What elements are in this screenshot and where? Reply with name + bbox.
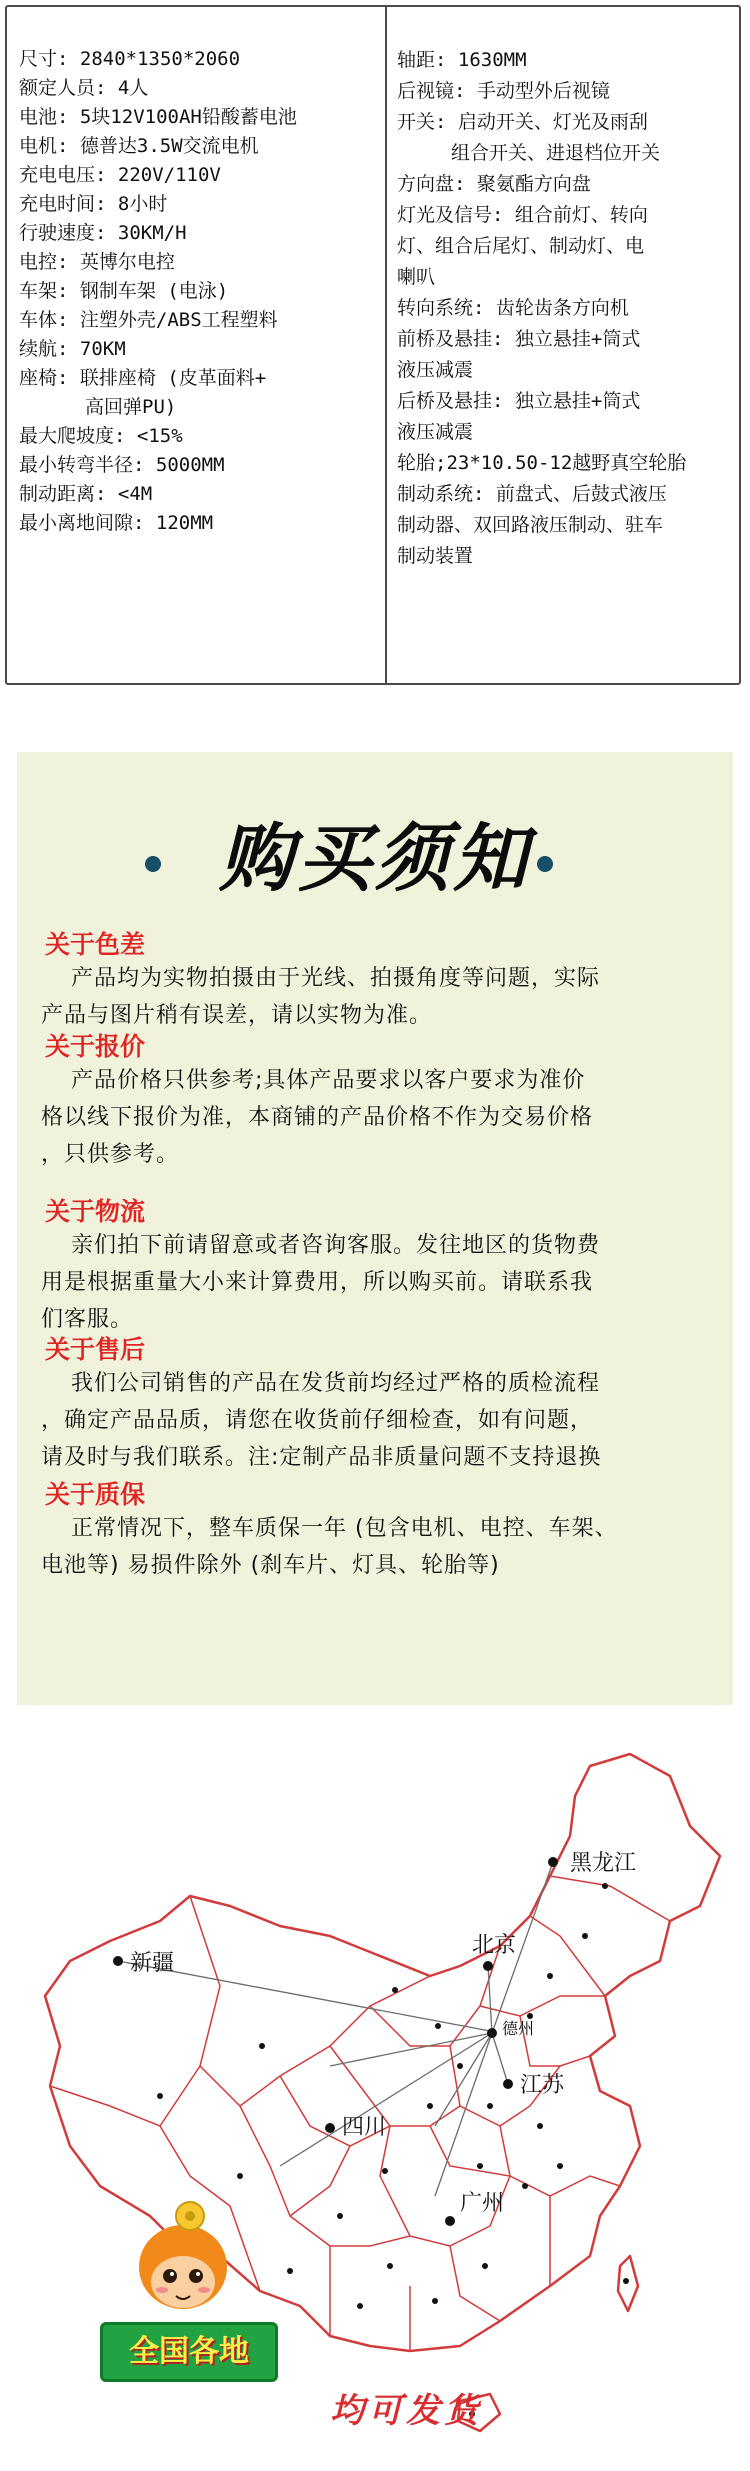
section-body-price [41,1062,721,1173]
spec-column-divider [385,7,387,683]
spec-capacity: 额定人员: 4人 [19,77,149,99]
spec-range: 续航: 70KM [19,338,126,360]
section-body-warranty [41,1510,721,1584]
spec-size: 尺寸: 2840*1350*2060 [19,48,241,70]
section-line: 产品价格只供参考;具体产品要求以客户要求为准价 [71,1068,586,1093]
section-line: 们客服。 [41,1307,134,1332]
spec-rear-axle: 后桥及悬挂: 独立悬挂+筒式 [397,390,641,412]
section-line: 电池等) 易损件除外 (刹车片、灯具、轮胎等) [41,1553,500,1578]
spec-seat-cont: 高回弹PU) [85,396,177,418]
spec-speed: 行驶速度: 30KM/H [19,222,187,244]
nationwide-badge [100,2322,278,2382]
city-label-guangzhou: 广州 [460,2191,505,2216]
purchase-notice-panel [17,752,733,1705]
spec-table [5,5,741,685]
spec-brake-distance: 制动距离: <4M [19,483,153,505]
city-label-dezhou: 德州 [502,2019,535,2038]
spec-front-axle-cont: 液压减震 [397,359,474,381]
mascot-icon [128,2192,238,2332]
section-line: 产品与图片稍有误差，请以实物为准。 [41,1003,433,1028]
spec-climb: 最大爬坡度: <15% [19,425,183,447]
section-heading-warranty: 关于质保 [45,1480,146,1509]
spec-front-axle: 前桥及悬挂: 独立悬挂+筒式 [397,328,641,350]
section-line: 产品均为实物拍摄由于光线、拍摄角度等问题，实际 [71,966,601,991]
spec-lights-cont2: 喇叭 [397,266,436,288]
section-heading-logistics: 关于物流 [45,1197,146,1226]
section-line: ，只供参考。 [41,1142,180,1167]
spec-tires: 轮胎;23*10.50-12越野真空轮胎 [397,452,687,474]
shipping-slogan: 均可发货 [330,2391,482,2431]
section-line: ，确定产品品质，请您在收货前仔细检查，如有问题， [41,1408,594,1433]
spec-motor: 电机: 德普达3.5W交流电机 [19,135,259,157]
spec-battery: 电池: 5块12V100AH铅酸蓄电池 [19,106,297,128]
section-line: 用是根据重量大小来计算费用，所以购买前。请联系我 [41,1270,594,1295]
spec-steering-wheel: 方向盘: 聚氨酯方向盘 [397,173,591,195]
spec-turn-radius: 最小转弯半径: 5000MM [19,454,225,476]
spec-column-left [19,45,379,538]
spec-column-right [397,45,735,572]
spec-frame: 车架: 钢制车架 (电泳) [19,280,229,302]
city-label-jiangsu: 江苏 [520,2073,565,2098]
city-label-sichuan: 四川 [342,2115,387,2140]
city-label-xinjiang: 新疆 [130,1951,175,1976]
section-body-logistics [41,1227,721,1338]
nationwide-badge-text: 全国各地 [129,2334,249,2369]
section-line: 请及时与我们联系。注:定制产品非质量问题不支持退换 [41,1445,602,1470]
spec-charge-voltage: 充电电压: 220V/110V [19,164,221,186]
spec-lights: 灯光及信号: 组合前灯、转向 [397,204,648,226]
section-heading-aftersales: 关于售后 [45,1335,146,1364]
spec-switch: 开关: 启动开关、灯光及雨刮 [397,111,648,133]
section-line: 亲们拍下前请留意或者咨询客服。发往地区的货物费 [71,1233,601,1258]
spec-controller: 电控: 英博尔电控 [19,251,175,273]
spec-lights-cont: 灯、组合后尾灯、制动灯、电 [397,235,645,257]
section-line: 我们公司销售的产品在发货前均经过严格的质检流程 [71,1371,601,1396]
spec-brake-system-cont: 制动器、双回路液压制动、驻车 [397,514,664,536]
section-body-color [41,960,721,1034]
section-heading-price: 关于报价 [45,1032,146,1061]
spec-rear-axle-cont: 液压减震 [397,421,474,443]
city-label-heilongjiang: 黑龙江 [570,1851,637,1876]
spec-wheelbase: 轴距: 1630MM [397,49,527,71]
section-heading-color: 关于色差 [45,930,146,959]
spec-brake-system-cont2: 制动装置 [397,545,474,567]
spec-steering-system: 转向系统: 齿轮齿条方向机 [397,297,629,319]
notice-title: 购买须知 [219,816,531,902]
spec-body: 车体: 注塑外壳/ABS工程塑料 [19,309,278,331]
spec-ground-clearance: 最小离地间隙: 120MM [19,512,214,534]
notice-title-row [17,804,733,914]
spec-charge-time: 充电时间: 8小时 [19,193,168,215]
spec-seat: 座椅: 联排座椅 (皮革面料+ [19,367,267,389]
section-body-aftersales [41,1365,721,1476]
bullet-dot-icon [537,856,553,872]
spec-mirror: 后视镜: 手动型外后视镜 [397,80,610,102]
section-line: 正常情况下，整车质保一年 (包含电机、电控、车架、 [71,1516,618,1541]
spec-switch-cont: 组合开关、进退档位开关 [451,142,661,164]
city-label-beijing: 北京 [472,1933,517,1958]
spec-brake-system: 制动系统: 前盘式、后鼓式液压 [397,483,667,505]
section-line: 格以线下报价为准，本商铺的产品价格不作为交易价格 [41,1105,594,1130]
